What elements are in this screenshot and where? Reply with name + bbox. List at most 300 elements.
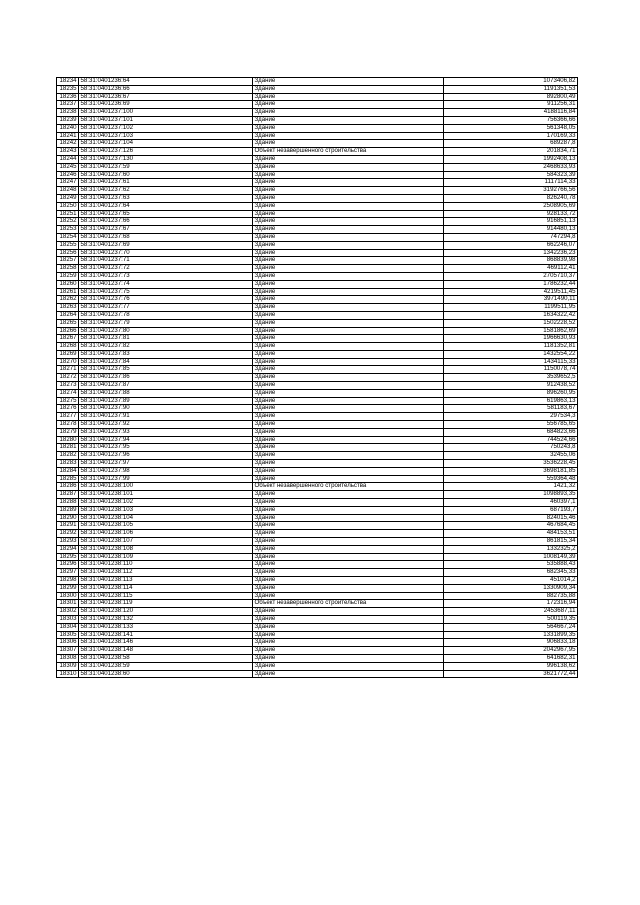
row-number-cell: 18290 [57, 514, 79, 522]
row-number-cell: 18271 [57, 366, 79, 374]
cadastral-value-cell: 682345,33 [444, 569, 578, 577]
cadastral-number-cell: 58:31:0401237:94 [79, 436, 253, 444]
object-type-cell: Здание [253, 233, 444, 241]
cadastral-value-cell: 467684,45 [444, 522, 578, 530]
table-row [57, 358, 578, 366]
table-row [57, 343, 578, 351]
cadastral-number-cell: 58:31:0401238:104 [79, 514, 253, 522]
cadastral-value-cell: 584323,39 [444, 171, 578, 179]
table-row [57, 85, 578, 93]
table-row [57, 561, 578, 569]
row-number-cell: 18265 [57, 319, 79, 327]
object-type-cell: Здание [253, 272, 444, 280]
row-number-cell: 18287 [57, 491, 79, 499]
object-type-cell: Здание [253, 319, 444, 327]
cadastral-number-cell: 58:31:0401237:98 [79, 467, 253, 475]
object-type-cell: Здание [253, 467, 444, 475]
row-number-cell: 18235 [57, 85, 79, 93]
row-number-cell: 18278 [57, 421, 79, 429]
cadastral-value-cell: 747294,8 [444, 233, 578, 241]
table-row [57, 662, 578, 670]
cadastral-value-cell: 2042967,95 [444, 647, 578, 655]
table-row [57, 140, 578, 148]
cadastral-number-cell: 58:31:0401237:67 [79, 226, 253, 234]
cadastral-value-cell: 32455,06 [444, 452, 578, 460]
row-number-cell: 18242 [57, 140, 79, 148]
table-row [57, 93, 578, 101]
row-number-cell: 18305 [57, 631, 79, 639]
cadastral-value-cell: 297534,3 [444, 413, 578, 421]
cadastral-number-cell: 58:31:0401237:90 [79, 405, 253, 413]
table-row [57, 475, 578, 483]
object-type-cell: Здание [253, 522, 444, 530]
row-number-cell: 18299 [57, 584, 79, 592]
cadastral-number-cell: 58:31:0401237:80 [79, 327, 253, 335]
cadastral-value-cell: 1966630,93 [444, 335, 578, 343]
cadastral-value-cell: 2453687,11 [444, 608, 578, 616]
table-row [57, 194, 578, 202]
table-row [57, 296, 578, 304]
row-number-cell: 18259 [57, 272, 79, 280]
row-number-cell: 18240 [57, 124, 79, 132]
cadastral-number-cell: 58:31:0401237:130 [79, 155, 253, 163]
table-row [57, 491, 578, 499]
table-row [57, 171, 578, 179]
object-type-cell: Здание [253, 569, 444, 577]
cadastral-value-cell: 2468633,93 [444, 163, 578, 171]
object-type-cell: Здание [253, 249, 444, 257]
row-number-cell: 18298 [57, 577, 79, 585]
object-type-cell: Здание [253, 374, 444, 382]
cadastral-number-cell: 58:31:0401237:83 [79, 350, 253, 358]
cadastral-number-cell: 58:31:0401237:100 [79, 109, 253, 117]
table-row [57, 514, 578, 522]
cadastral-value-cell: 535888,43 [444, 561, 578, 569]
table-row [57, 101, 578, 109]
table-row [57, 249, 578, 257]
cadastral-number-cell: 58:31:0401238:101 [79, 491, 253, 499]
table-row [57, 272, 578, 280]
table-row [57, 421, 578, 429]
row-number-cell: 18256 [57, 249, 79, 257]
object-type-cell: Здание [253, 163, 444, 171]
cadastral-value-cell: 561348,05 [444, 124, 578, 132]
cadastral-value-cell: 1098893,35 [444, 491, 578, 499]
object-type-cell: Здание [253, 475, 444, 483]
table-row [57, 116, 578, 124]
cadastral-number-cell: 58:31:0401236:69 [79, 101, 253, 109]
row-number-cell: 18310 [57, 670, 79, 678]
object-type-cell: Здание [253, 85, 444, 93]
row-number-cell: 18247 [57, 179, 79, 187]
table-row [57, 444, 578, 452]
cadastral-value-cell: 619863,13 [444, 397, 578, 405]
cadastral-number-cell: 58:31:0401238:112 [79, 569, 253, 577]
cadastral-number-cell: 58:31:0401238:120 [79, 608, 253, 616]
object-type-cell: Здание [253, 311, 444, 319]
table-row [57, 600, 578, 608]
table-row [57, 389, 578, 397]
cadastral-number-cell: 58:31:0401237:79 [79, 319, 253, 327]
table-row [57, 327, 578, 335]
cadastral-value-cell: 826240,78 [444, 194, 578, 202]
cadastral-value-cell: 1992408,13 [444, 155, 578, 163]
cadastral-number-cell: 58:31:0401238:58 [79, 654, 253, 662]
row-number-cell: 18296 [57, 561, 79, 569]
cadastral-number-cell: 58:31:0401237:91 [79, 413, 253, 421]
cadastral-value-cell: 4188116,84 [444, 109, 578, 117]
cadastral-value-cell: 662246,07 [444, 241, 578, 249]
cadastral-number-cell: 58:31:0401237:104 [79, 140, 253, 148]
cadastral-value-cell: 1332325,2 [444, 545, 578, 553]
row-number-cell: 18268 [57, 343, 79, 351]
object-type-cell: Здание [253, 210, 444, 218]
row-number-cell: 18297 [57, 569, 79, 577]
object-type-cell: Здание [253, 257, 444, 265]
cadastral-value-cell: 581183,67 [444, 405, 578, 413]
object-type-cell: Здание [253, 202, 444, 210]
table-row [57, 280, 578, 288]
object-type-cell: Здание [253, 647, 444, 655]
object-type-cell: Здание [253, 296, 444, 304]
table-row [57, 210, 578, 218]
table-row [57, 413, 578, 421]
row-number-cell: 18262 [57, 296, 79, 304]
table-row [57, 382, 578, 390]
table-row [57, 124, 578, 132]
object-type-cell: Здание [253, 124, 444, 132]
table-row [57, 428, 578, 436]
cadastral-value-cell: 3971490,11 [444, 296, 578, 304]
cadastral-value-cell: 641682,31 [444, 654, 578, 662]
cadastral-number-cell: 58:31:0401237:68 [79, 233, 253, 241]
object-type-cell: Здание [253, 304, 444, 312]
table-row [57, 233, 578, 241]
cadastral-value-cell: 3192766,56 [444, 187, 578, 195]
cadastral-number-cell: 58:31:0401237:96 [79, 452, 253, 460]
cadastral-value-cell: 1073406,82 [444, 78, 578, 86]
table-row [57, 304, 578, 312]
row-number-cell: 18253 [57, 226, 79, 234]
cadastral-value-cell: 460397,1 [444, 499, 578, 507]
row-number-cell: 18258 [57, 265, 79, 273]
object-type-cell: Здание [253, 78, 444, 86]
row-number-cell: 18295 [57, 553, 79, 561]
object-type-cell: Здание [253, 327, 444, 335]
cadastral-number-cell: 58:31:0401237:75 [79, 288, 253, 296]
table-row [57, 109, 578, 117]
cadastral-value-cell: 1581862,69 [444, 327, 578, 335]
cadastral-value-cell: 868839,98 [444, 257, 578, 265]
table-row [57, 615, 578, 623]
object-type-cell: Здание [253, 436, 444, 444]
cadastral-number-cell: 58:31:0401237:69 [79, 241, 253, 249]
object-type-cell: Здание [253, 592, 444, 600]
table-row [57, 179, 578, 187]
cadastral-number-cell: 58:31:0401237:85 [79, 366, 253, 374]
object-type-cell: Здание [253, 561, 444, 569]
object-type-cell: Здание [253, 631, 444, 639]
row-number-cell: 18270 [57, 358, 79, 366]
row-number-cell: 18274 [57, 389, 79, 397]
cadastral-value-cell: 1434115,33 [444, 358, 578, 366]
cadastral-value-cell: 892800,49 [444, 93, 578, 101]
object-type-cell: Здание [253, 382, 444, 390]
cadastral-value-cell: 1008149,39 [444, 553, 578, 561]
cadastral-number-cell: 58:31:0401236:67 [79, 93, 253, 101]
cadastral-number-cell: 58:31:0401238:103 [79, 506, 253, 514]
row-number-cell: 18255 [57, 241, 79, 249]
cadastral-value-cell: 172316,94 [444, 600, 578, 608]
cadastral-value-cell: 928133,72 [444, 210, 578, 218]
object-type-cell: Здание [253, 389, 444, 397]
cadastral-number-cell: 58:31:0401237:102 [79, 124, 253, 132]
cadastral-value-cell: 744524,66 [444, 436, 578, 444]
table-row [57, 608, 578, 616]
cadastral-value-cell: 201834,71 [444, 148, 578, 156]
row-number-cell: 18304 [57, 623, 79, 631]
object-type-cell: Здание [253, 608, 444, 616]
row-number-cell: 18257 [57, 257, 79, 265]
object-type-cell: Объект незавершенного строительства [253, 483, 444, 491]
cadastral-number-cell: 58:31:0401237:88 [79, 389, 253, 397]
object-type-cell: Здание [253, 514, 444, 522]
object-type-cell: Здание [253, 662, 444, 670]
cadastral-number-cell: 58:31:0401237:76 [79, 296, 253, 304]
cadastral-value-table [56, 77, 578, 678]
object-type-cell: Здание [253, 350, 444, 358]
object-type-cell: Здание [253, 460, 444, 468]
cadastral-number-cell: 58:31:0401238:106 [79, 530, 253, 538]
row-number-cell: 18301 [57, 600, 79, 608]
cadastral-number-cell: 58:31:0401237:77 [79, 304, 253, 312]
row-number-cell: 18243 [57, 148, 79, 156]
cadastral-number-cell: 58:31:0401237:61 [79, 179, 253, 187]
row-number-cell: 18294 [57, 545, 79, 553]
object-type-cell: Здание [253, 179, 444, 187]
table-row [57, 647, 578, 655]
table-row [57, 530, 578, 538]
object-type-cell: Здание [253, 101, 444, 109]
object-type-cell: Здание [253, 577, 444, 585]
table-row [57, 148, 578, 156]
row-number-cell: 18308 [57, 654, 79, 662]
row-number-cell: 18237 [57, 101, 79, 109]
table-row [57, 335, 578, 343]
cadastral-number-cell: 58:31:0401236:66 [79, 85, 253, 93]
table-row [57, 436, 578, 444]
cadastral-number-cell: 58:31:0401237:73 [79, 272, 253, 280]
cadastral-value-cell: 911256,31 [444, 101, 578, 109]
table-row [57, 397, 578, 405]
object-type-cell: Здание [253, 93, 444, 101]
object-type-cell: Здание [253, 343, 444, 351]
cadastral-number-cell: 58:31:0401237:64 [79, 202, 253, 210]
row-number-cell: 18266 [57, 327, 79, 335]
cadastral-value-cell: 882735,88 [444, 592, 578, 600]
row-number-cell: 18292 [57, 530, 79, 538]
cadastral-value-cell: 906833,18 [444, 639, 578, 647]
table-body [57, 78, 578, 678]
row-number-cell: 18254 [57, 233, 79, 241]
object-type-cell: Здание [253, 506, 444, 514]
table-row [57, 577, 578, 585]
cadastral-number-cell: 58:31:0401238:132 [79, 615, 253, 623]
row-number-cell: 18276 [57, 405, 79, 413]
row-number-cell: 18236 [57, 93, 79, 101]
row-number-cell: 18239 [57, 116, 79, 124]
cadastral-number-cell: 58:31:0401238:60 [79, 670, 253, 678]
cadastral-number-cell: 58:31:0401237:82 [79, 343, 253, 351]
row-number-cell: 18251 [57, 210, 79, 218]
table-row [57, 311, 578, 319]
object-type-cell: Здание [253, 428, 444, 436]
cadastral-number-cell: 58:31:0401237:81 [79, 335, 253, 343]
cadastral-number-cell: 58:31:0401237:71 [79, 257, 253, 265]
cadastral-value-cell: 861815,34 [444, 538, 578, 546]
object-type-cell: Здание [253, 397, 444, 405]
cadastral-number-cell: 58:31:0401238:146 [79, 639, 253, 647]
object-type-cell: Здание [253, 194, 444, 202]
cadastral-value-cell: 1342236,23 [444, 249, 578, 257]
cadastral-value-cell: 564667,24 [444, 623, 578, 631]
cadastral-number-cell: 58:31:0401238:113 [79, 577, 253, 585]
cadastral-number-cell: 58:31:0401238:107 [79, 538, 253, 546]
object-type-cell: Здание [253, 615, 444, 623]
cadastral-value-cell: 914480,13 [444, 226, 578, 234]
cadastral-value-cell: 689287,8 [444, 140, 578, 148]
cadastral-number-cell: 58:31:0401237:89 [79, 397, 253, 405]
cadastral-value-cell: 3539652,5 [444, 374, 578, 382]
row-number-cell: 18273 [57, 382, 79, 390]
table-row [57, 241, 578, 249]
table-row [57, 155, 578, 163]
row-number-cell: 18282 [57, 452, 79, 460]
object-type-cell: Здание [253, 553, 444, 561]
table-row [57, 350, 578, 358]
cadastral-number-cell: 58:31:0401237:95 [79, 444, 253, 452]
row-number-cell: 18300 [57, 592, 79, 600]
row-number-cell: 18245 [57, 163, 79, 171]
table-row [57, 569, 578, 577]
cadastral-number-cell: 58:31:0401238:110 [79, 561, 253, 569]
object-type-cell: Здание [253, 265, 444, 273]
cadastral-value-cell: 1150078,74 [444, 366, 578, 374]
row-number-cell: 18241 [57, 132, 79, 140]
cadastral-value-cell: 1330909,34 [444, 584, 578, 592]
object-type-cell: Здание [253, 140, 444, 148]
cadastral-number-cell: 58:31:0401238:114 [79, 584, 253, 592]
table-row [57, 78, 578, 86]
table-row [57, 374, 578, 382]
cadastral-number-cell: 58:31:0401238:133 [79, 623, 253, 631]
table-row [57, 405, 578, 413]
row-number-cell: 18281 [57, 444, 79, 452]
cadastral-number-cell: 58:31:0401237:60 [79, 171, 253, 179]
object-type-cell: Здание [253, 288, 444, 296]
cadastral-number-cell: 58:31:0401238:148 [79, 647, 253, 655]
cadastral-value-cell: 996138,62 [444, 662, 578, 670]
cadastral-value-cell: 684823,66 [444, 428, 578, 436]
row-number-cell: 18284 [57, 467, 79, 475]
row-number-cell: 18280 [57, 436, 79, 444]
object-type-cell: Здание [253, 421, 444, 429]
row-number-cell: 18252 [57, 218, 79, 226]
table-row [57, 257, 578, 265]
cadastral-value-cell: 4219511,45 [444, 288, 578, 296]
cadastral-number-cell: 58:31:0401237:63 [79, 194, 253, 202]
table-row [57, 631, 578, 639]
table-row [57, 218, 578, 226]
object-type-cell: Здание [253, 670, 444, 678]
cadastral-value-cell: 1117114,33 [444, 179, 578, 187]
cadastral-value-cell: 1786232,44 [444, 280, 578, 288]
cadastral-value-cell: 2508905,69 [444, 202, 578, 210]
cadastral-number-cell: 58:31:0401238:119 [79, 600, 253, 608]
object-type-cell: Здание [253, 358, 444, 366]
row-number-cell: 18263 [57, 304, 79, 312]
row-number-cell: 18288 [57, 499, 79, 507]
object-type-cell: Здание [253, 226, 444, 234]
object-type-cell: Здание [253, 405, 444, 413]
cadastral-number-cell: 58:31:0401237:101 [79, 116, 253, 124]
row-number-cell: 18306 [57, 639, 79, 647]
row-number-cell: 18285 [57, 475, 79, 483]
cadastral-number-cell: 58:31:0401238:59 [79, 662, 253, 670]
object-type-cell: Здание [253, 444, 444, 452]
object-type-cell: Здание [253, 491, 444, 499]
table-row [57, 163, 578, 171]
cadastral-number-cell: 58:31:0401237:74 [79, 280, 253, 288]
table-row [57, 483, 578, 491]
table-row [57, 460, 578, 468]
table-row [57, 522, 578, 530]
cadastral-value-cell: 756366,66 [444, 116, 578, 124]
table-row [57, 639, 578, 647]
row-number-cell: 18302 [57, 608, 79, 616]
row-number-cell: 18291 [57, 522, 79, 530]
cadastral-number-cell: 58:31:0401237:70 [79, 249, 253, 257]
cadastral-number-cell: 58:31:0401238:109 [79, 553, 253, 561]
row-number-cell: 18279 [57, 428, 79, 436]
row-number-cell: 18289 [57, 506, 79, 514]
table-row [57, 592, 578, 600]
table-row [57, 202, 578, 210]
table-row [57, 187, 578, 195]
table-row [57, 265, 578, 273]
table-row [57, 623, 578, 631]
cadastral-number-cell: 58:31:0401237:92 [79, 421, 253, 429]
cadastral-number-cell: 58:31:0401237:84 [79, 358, 253, 366]
cadastral-value-cell: 451014,2 [444, 577, 578, 585]
object-type-cell: Здание [253, 545, 444, 553]
cadastral-value-cell: 3536228,45 [444, 460, 578, 468]
cadastral-value-cell: 2705710,37 [444, 272, 578, 280]
object-type-cell: Здание [253, 241, 444, 249]
row-number-cell: 18264 [57, 311, 79, 319]
table-row [57, 132, 578, 140]
object-type-cell: Здание [253, 366, 444, 374]
object-type-cell: Здание [253, 280, 444, 288]
table-row [57, 538, 578, 546]
cadastral-value-cell: 1634322,42 [444, 311, 578, 319]
object-type-cell: Здание [253, 413, 444, 421]
cadastral-value-cell: 824015,46 [444, 514, 578, 522]
row-number-cell: 18277 [57, 413, 79, 421]
cadastral-number-cell: 58:31:0401237:78 [79, 311, 253, 319]
cadastral-value-cell: 750243,8 [444, 444, 578, 452]
cadastral-number-cell: 58:31:0401238:105 [79, 522, 253, 530]
